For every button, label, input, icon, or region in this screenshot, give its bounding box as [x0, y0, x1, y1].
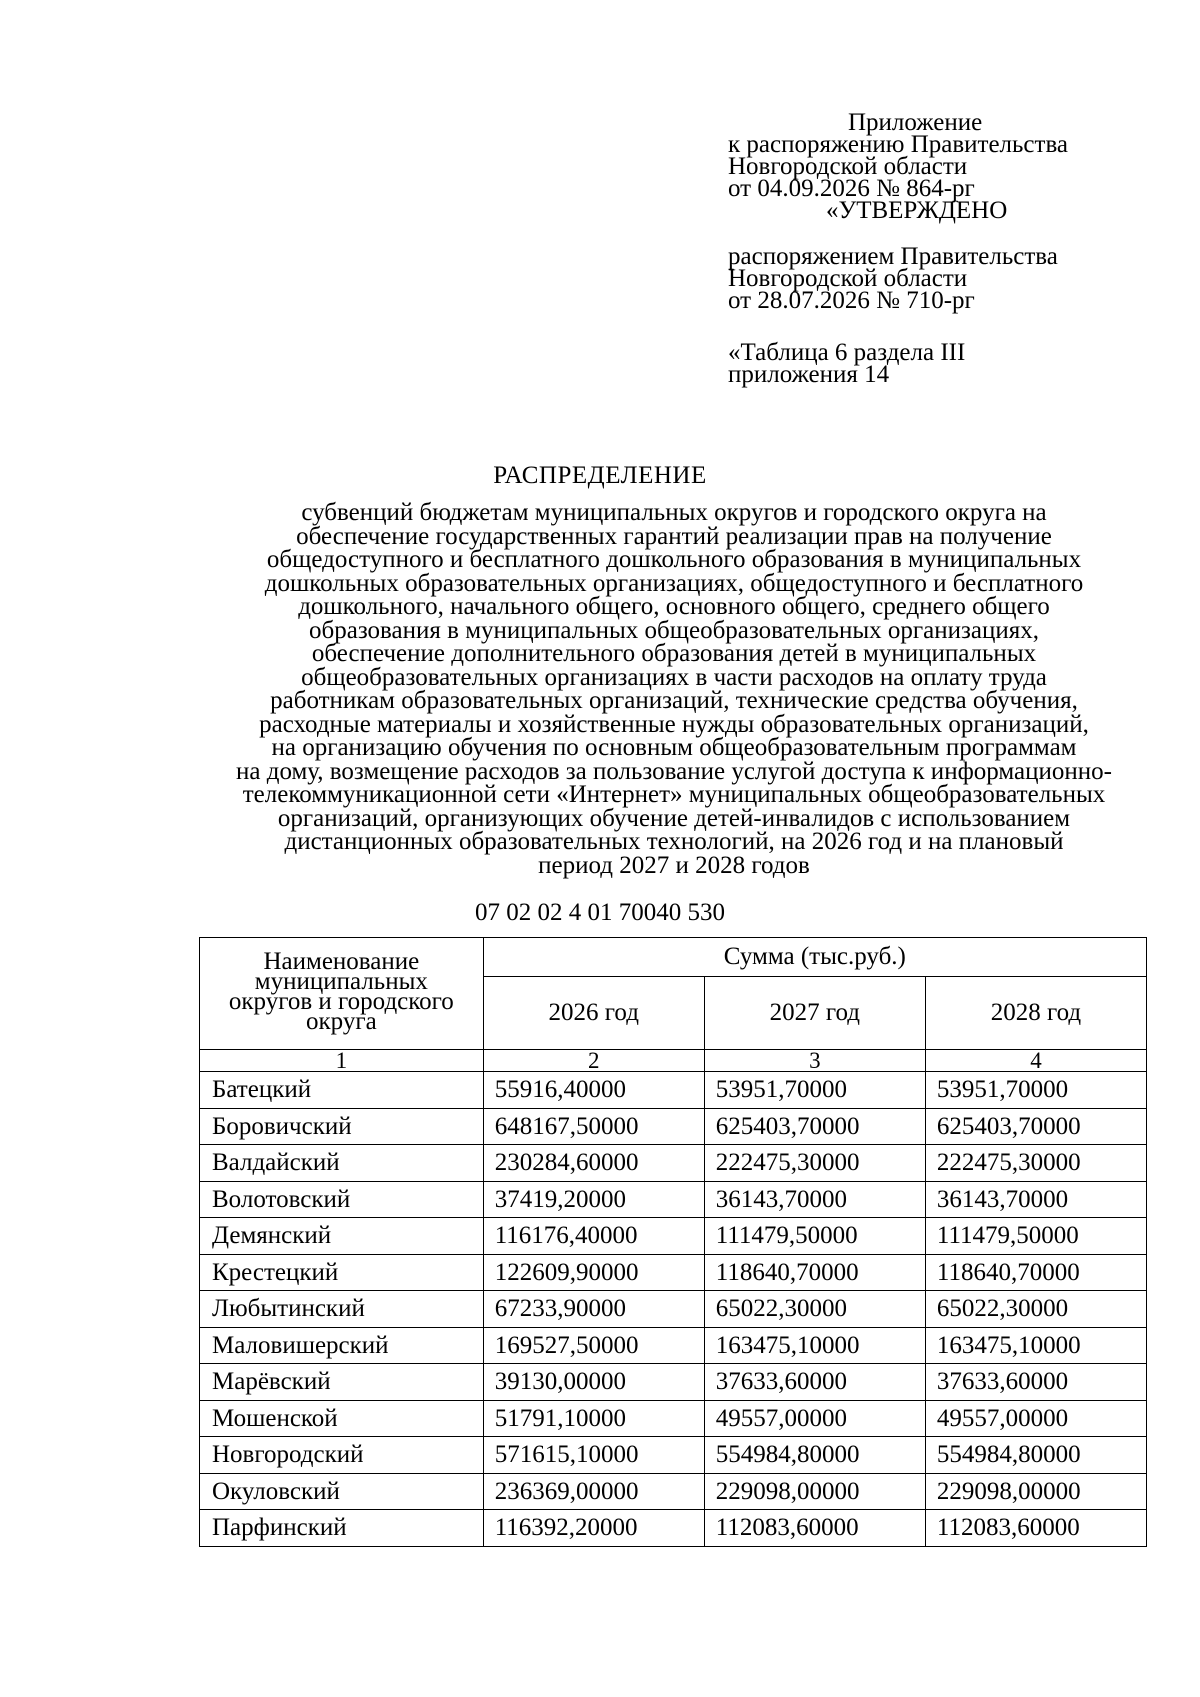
column-header-year: 2027 год	[704, 977, 925, 1050]
table-ref-line: «Таблица 6 раздела III	[728, 339, 966, 366]
amount-2026-cell: 169527,50000	[483, 1327, 704, 1364]
column-header-year: 2026 год	[483, 977, 704, 1050]
district-name-cell: Волотовский	[200, 1181, 484, 1218]
amount-2027-cell: 163475,10000	[704, 1327, 925, 1364]
amount-2027-cell: 49557,00000	[704, 1400, 925, 1437]
amount-2026-cell: 116176,40000	[483, 1218, 704, 1255]
appendix-header	[728, 109, 1168, 224]
amount-2028-cell: 163475,10000	[925, 1327, 1146, 1364]
subtitle-line: работникам образовательных организаций, технические средства обучения,	[270, 687, 1078, 714]
amount-2027-cell: 53951,70000	[704, 1072, 925, 1109]
amount-2026-cell: 236369,00000	[483, 1473, 704, 1510]
column-number: 1	[200, 1050, 484, 1072]
table-row	[200, 1291, 1147, 1328]
budget-classification-code: 07 02 02 4 01 70040 530	[475, 899, 725, 926]
amount-2028-cell: 554984,80000	[925, 1437, 1146, 1474]
table-row	[200, 1181, 1147, 1218]
subtitle-line: субвенций бюджетам муниципальных округов и городского округа на	[301, 499, 1047, 526]
amount-2028-cell: 36143,70000	[925, 1181, 1146, 1218]
subtitle-line: период 2027 и 2028 годов	[538, 851, 810, 879]
approved-block	[728, 243, 1058, 314]
subtitle-line: расходные материалы и хозяйственные нужды образовательных организаций,	[259, 710, 1089, 738]
table-row	[200, 1108, 1147, 1145]
amount-2027-cell: 65022,30000	[704, 1291, 925, 1328]
subtitle-line: обеспечение государственных гарантий реализации прав на получение	[296, 522, 1052, 550]
column-header-year: 2028 год	[925, 977, 1146, 1050]
subtitle-line: общедоступного и бесплатного дошкольного образования в муниципальных	[266, 546, 1082, 573]
amount-2026-cell: 230284,60000	[483, 1145, 704, 1182]
amount-2026-cell: 648167,50000	[483, 1108, 704, 1145]
district-name-cell: Окуловский	[200, 1473, 484, 1510]
amount-2026-cell: 51791,10000	[483, 1400, 704, 1437]
column-header-name-line: муниципальных	[254, 968, 428, 995]
appendix-line: от 04.09.2026 № 864-рг	[728, 175, 975, 202]
district-name-cell: Маловишерский	[200, 1327, 484, 1364]
subtitle-line: телекоммуникационной сети «Интернет» муниципальных общеобразовательных	[242, 781, 1106, 808]
column-number: 4	[925, 1050, 1146, 1072]
table-row	[200, 1364, 1147, 1401]
district-name-cell: Крестецкий	[200, 1254, 484, 1291]
district-name-cell: Марёвский	[200, 1364, 484, 1401]
amount-2028-cell: 65022,30000	[925, 1291, 1146, 1328]
appendix-line: Приложение	[848, 109, 983, 136]
approved-label: «УТВЕРЖДЕНО	[826, 197, 1008, 224]
table-row	[200, 1510, 1147, 1547]
amount-2026-cell: 116392,20000	[483, 1510, 704, 1547]
subtitle-line: общеобразовательных организациях в части расходов на оплату труда	[301, 663, 1047, 691]
appendix-line: Новгородской области	[728, 153, 968, 180]
table-row	[200, 1400, 1147, 1437]
amount-2028-cell: 53951,70000	[925, 1072, 1146, 1109]
district-name-cell: Валдайский	[200, 1145, 484, 1182]
amount-2028-cell: 229098,00000	[925, 1473, 1146, 1510]
amount-2026-cell: 55916,40000	[483, 1072, 704, 1109]
district-name-cell: Батецкий	[200, 1072, 484, 1109]
amount-2027-cell: 554984,80000	[704, 1437, 925, 1474]
table-row	[200, 1072, 1147, 1109]
amount-2027-cell: 112083,60000	[704, 1510, 925, 1547]
appendix-line: к распоряжению Правительства	[728, 131, 1069, 158]
amount-2027-cell: 625403,70000	[704, 1108, 925, 1145]
amount-2027-cell: 229098,00000	[704, 1473, 925, 1510]
column-number: 2	[483, 1050, 704, 1072]
amount-2027-cell: 111479,50000	[704, 1218, 925, 1255]
subtitle-line: дошкольных образовательных организациях, общедоступного и бесплатного	[264, 569, 1084, 597]
table-reference	[728, 339, 966, 388]
amount-2028-cell: 37633,60000	[925, 1364, 1146, 1401]
amount-2028-cell: 625403,70000	[925, 1108, 1146, 1145]
subtitle-line: дошкольного, начального общего, основного общего, среднего общего	[298, 593, 1050, 620]
subtitle-line: на организацию обучения по основным общеобразовательным программам	[271, 734, 1077, 761]
amount-2027-cell: 118640,70000	[704, 1254, 925, 1291]
distribution-table	[199, 937, 1147, 1547]
subtitle-line: образования в муниципальных общеобразовательных организациях,	[309, 616, 1039, 644]
amount-2028-cell: 222475,30000	[925, 1145, 1146, 1182]
amount-2028-cell: 118640,70000	[925, 1254, 1146, 1291]
district-name-cell: Мошенской	[200, 1400, 484, 1437]
amount-2028-cell: 111479,50000	[925, 1218, 1146, 1255]
amount-2026-cell: 571615,10000	[483, 1437, 704, 1474]
amount-2026-cell: 39130,00000	[483, 1364, 704, 1401]
amount-2028-cell: 112083,60000	[925, 1510, 1146, 1547]
amount-2026-cell: 122609,90000	[483, 1254, 704, 1291]
column-header-name-line: округов и городского	[228, 988, 454, 1015]
amount-2026-cell: 67233,90000	[483, 1291, 704, 1328]
subtitle-line: на дому, возмещение расходов за пользование услугой доступа к информационно-	[236, 757, 1112, 785]
amount-2027-cell: 36143,70000	[704, 1181, 925, 1218]
subtitle-line: дистанционных образовательных технологий, на 2026 год и на плановый	[284, 828, 1064, 855]
district-name-cell: Новгородский	[200, 1437, 484, 1474]
table-ref-line: приложения 14	[728, 361, 890, 388]
subtitle-line: организаций, организующих обучение детей-инвалидов с использованием	[277, 804, 1071, 832]
approved-line: Новгородской области	[728, 265, 968, 292]
approved-line: распоряжением Правительства	[728, 243, 1058, 270]
table-row	[200, 1327, 1147, 1364]
amount-2028-cell: 49557,00000	[925, 1400, 1146, 1437]
approved-line: от 28.07.2026 № 710-рг	[728, 287, 975, 314]
column-header-name-line: округа	[306, 1008, 377, 1035]
district-name-cell: Парфинский	[200, 1510, 484, 1547]
amount-2027-cell: 222475,30000	[704, 1145, 925, 1182]
column-header-name	[200, 938, 484, 1050]
document-subtitle	[190, 501, 1158, 877]
table-row	[200, 1145, 1147, 1182]
amount-2027-cell: 37633,60000	[704, 1364, 925, 1401]
district-name-cell: Боровичский	[200, 1108, 484, 1145]
document-title: РАСПРЕДЕЛЕНИЕ	[493, 462, 707, 489]
district-name-cell: Демянский	[200, 1218, 484, 1255]
column-number: 3	[704, 1050, 925, 1072]
amount-2026-cell: 37419,20000	[483, 1181, 704, 1218]
column-header-sum: Сумма (тыс.руб.)	[483, 938, 1146, 977]
column-header-name-line: Наименование	[263, 948, 420, 975]
table-body	[200, 1072, 1147, 1547]
table-row	[200, 1437, 1147, 1474]
table-row	[200, 1254, 1147, 1291]
district-name-cell: Любытинский	[200, 1291, 484, 1328]
table-row	[200, 1218, 1147, 1255]
table-row	[200, 1473, 1147, 1510]
subtitle-line: обеспечение дополнительного образования детей в муниципальных	[311, 640, 1037, 667]
